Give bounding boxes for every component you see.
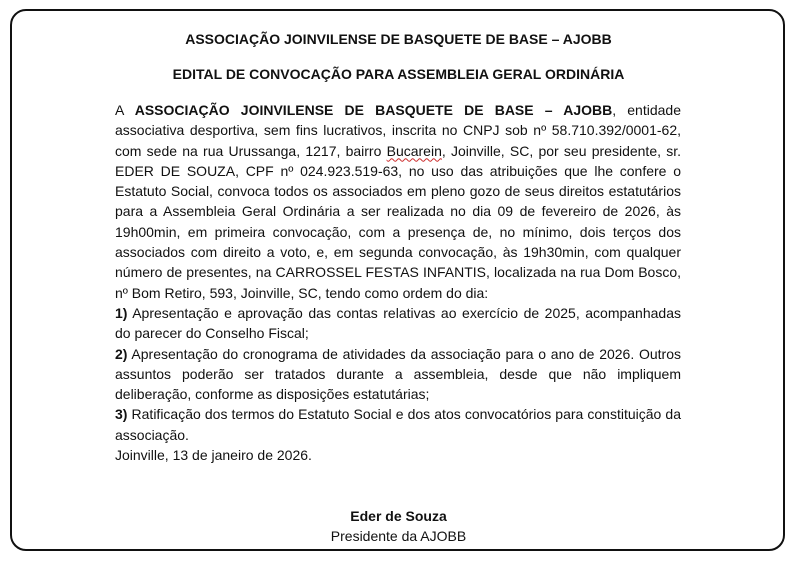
intro-prefix: A — [115, 102, 135, 118]
intro-text-part1: , entidade associativa desportiva, sem fins lucrativos, inscrita no CNPJ sob nº 58.710.392/0001-62, com sede na rua Urussanga, 1217, bairro — [115, 102, 681, 159]
intro-text-part2: , Joinville, SC, por seu presidente, sr. EDER DE SOUZA, CPF nº 024.923.519-63, no uso das atribuições que lhe confere o Estatuto Social, convoca todos os associados em pleno gozo de seus direitos estatutários para a Assembleia Geral Ordinária a ser realizada no dia 09 de fevereiro de 2026, às 19h00min, em primeira convocação, com a presença de, no mínimo, dois terços dos associados com direito a voto, e, em segunda convocação, às 19h30min, com qualquer número de presentes, na CARROSSEL FESTAS INFANTIS, localizada na rua Dom Bosco, nº Bom Retiro, 593, Joinville, SC, tendo como ordem do dia: — [115, 142, 681, 301]
agenda-item-number: 3) — [115, 406, 128, 423]
agenda-item — [115, 344, 681, 405]
intro-association-name: ASSOCIAÇÃO JOINVILENSE DE BASQUETE DE BASE – AJOBB — [134, 102, 613, 118]
signatory-role: Presidente da AJOBB — [330, 528, 467, 544]
notice-title: EDITAL DE CONVOCAÇÃO PARA ASSEMBLEIA GERAL ORDINÁRIA — [172, 66, 625, 82]
association-heading: ASSOCIAÇÃO JOINVILENSE DE BASQUETE DE BASE – AJOBB — [185, 31, 612, 47]
neighborhood-name: Bucarein — [386, 142, 442, 159]
agenda-item-number: 1) — [115, 304, 128, 321]
agenda-item-text: Ratificação dos termos do Estatuto Social e dos atos convocatórios para constituição da associação. — [115, 406, 681, 443]
place-date: Joinville, 13 de janeiro de 2026. — [115, 447, 312, 464]
agenda-item — [115, 404, 681, 445]
signatory-name: Eder de Souza — [350, 508, 447, 524]
intro-paragraph — [115, 100, 681, 303]
agenda-item — [115, 303, 681, 344]
agenda-item-text: Apresentação e aprovação das contas relativas ao exercício de 2025, acompanhadas do parecer do Conselho Fiscal; — [115, 304, 681, 342]
agenda-item-number: 2) — [115, 345, 128, 362]
agenda-item-text: Apresentação do cronograma de atividades da associação para o ano de 2026. Outros assuntos poderão ser tratados durante a assembleia, desde que não impliquem deliberação, conforme as disposições estatutárias; — [115, 345, 681, 403]
notice-body — [115, 100, 681, 465]
